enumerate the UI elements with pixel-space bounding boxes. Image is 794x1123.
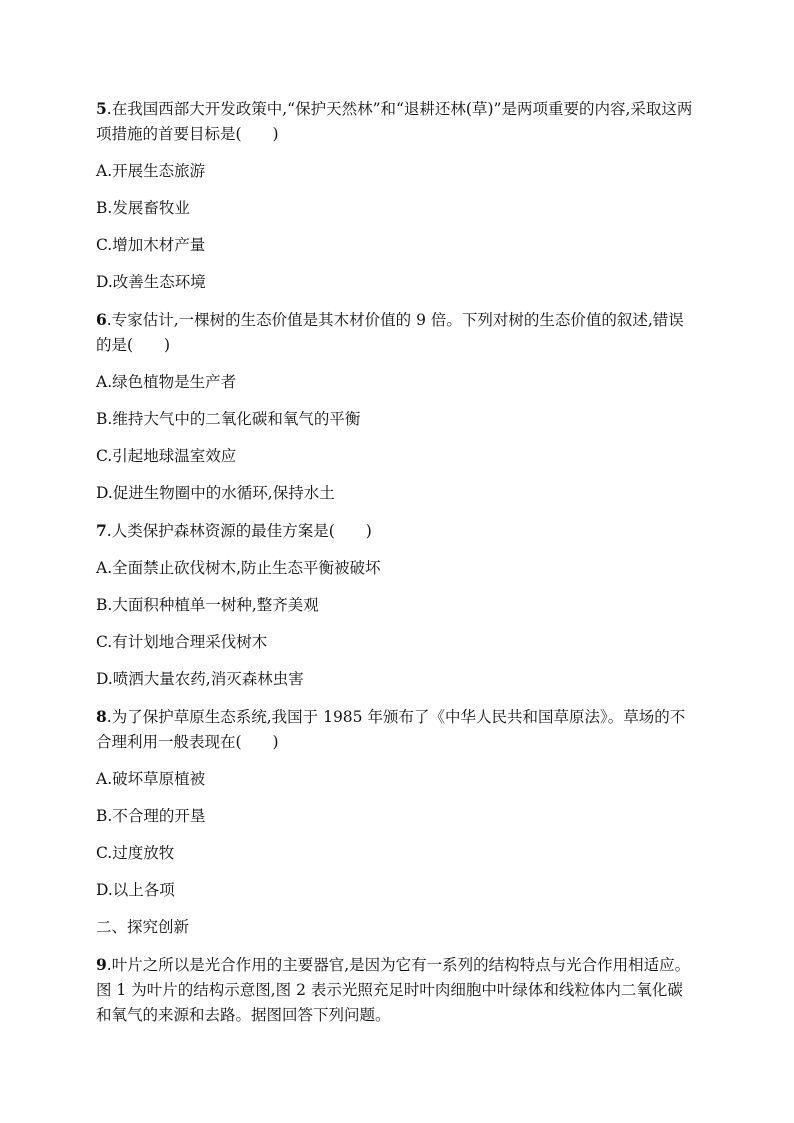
option-d: D.喷洒大量农药,消灭森林虫害: [96, 670, 304, 688]
option-a: A.破坏草原植被: [96, 770, 206, 788]
question-stem: [96, 704, 696, 755]
section-title: 二、探究创新: [96, 918, 190, 936]
question-stem: [96, 518, 696, 544]
question-text: .人类保护森林资源的最佳方案是( ): [106, 522, 372, 540]
question-text: .为了保护草原生态系统,我国于 1985 年颁布了《中华人民共和国草原法》。草场的不合理利用一般表现在( ): [96, 708, 686, 751]
option-b: B.大面积种植单一树种,整齐美观: [96, 596, 319, 614]
question-text: .专家估计,一棵树的生态价值是其木材价值的 9 倍。下列对树的生态价值的叙述,错误的是( ): [96, 311, 684, 354]
question-stem: [96, 307, 696, 358]
option-a: A.开展生态旅游: [96, 162, 206, 180]
option-c: C.过度放牧: [96, 844, 175, 862]
question-8: [96, 704, 696, 903]
option-d: D.改善生态环境: [96, 273, 206, 291]
option-c: C.引起地球温室效应: [96, 447, 237, 465]
question-stem: [96, 96, 696, 147]
question-stem: [96, 952, 696, 1028]
question-5: [96, 96, 696, 295]
question-number: 6: [96, 310, 107, 329]
option-c: C.增加木材产量: [96, 236, 206, 254]
question-number: 8: [96, 707, 107, 726]
question-text: .在我国西部大开发政策中,“保护天然林”和“退耕还林(草)”是两项重要的内容,采取这两项措施的首要目标是( ): [96, 100, 693, 143]
option-b: B.维持大气中的二氧化碳和氧气的平衡: [96, 410, 361, 428]
option-b: B.不合理的开垦: [96, 807, 206, 825]
option-d: D.促进生物圈中的水循环,保持水土: [96, 484, 335, 502]
question-6: [96, 307, 696, 506]
question-number: 7: [96, 521, 107, 540]
question-text: .叶片之所以是光合作用的主要器官,是因为它有一系列的结构特点与光合作用相适应。图 1 为叶片的结构示意图,图 2 表示光照充足时叶肉细胞中叶绿体和线粒体内二氧化碳和氧气的来源和去路。据图回答下列问题。: [96, 956, 691, 1024]
option-c: C.有计划地合理采伐树木: [96, 633, 268, 651]
question-9: [96, 952, 696, 1028]
option-a: A.绿色植物是生产者: [96, 373, 237, 391]
question-number: 5: [96, 99, 107, 118]
question-7: [96, 518, 696, 692]
option-d: D.以上各项: [96, 881, 175, 899]
option-a: A.全面禁止砍伐树木,防止生态平衡被破坏: [96, 559, 381, 577]
question-number: 9: [96, 955, 107, 974]
option-b: B.发展畜牧业: [96, 199, 190, 217]
document-page: [96, 96, 696, 1028]
